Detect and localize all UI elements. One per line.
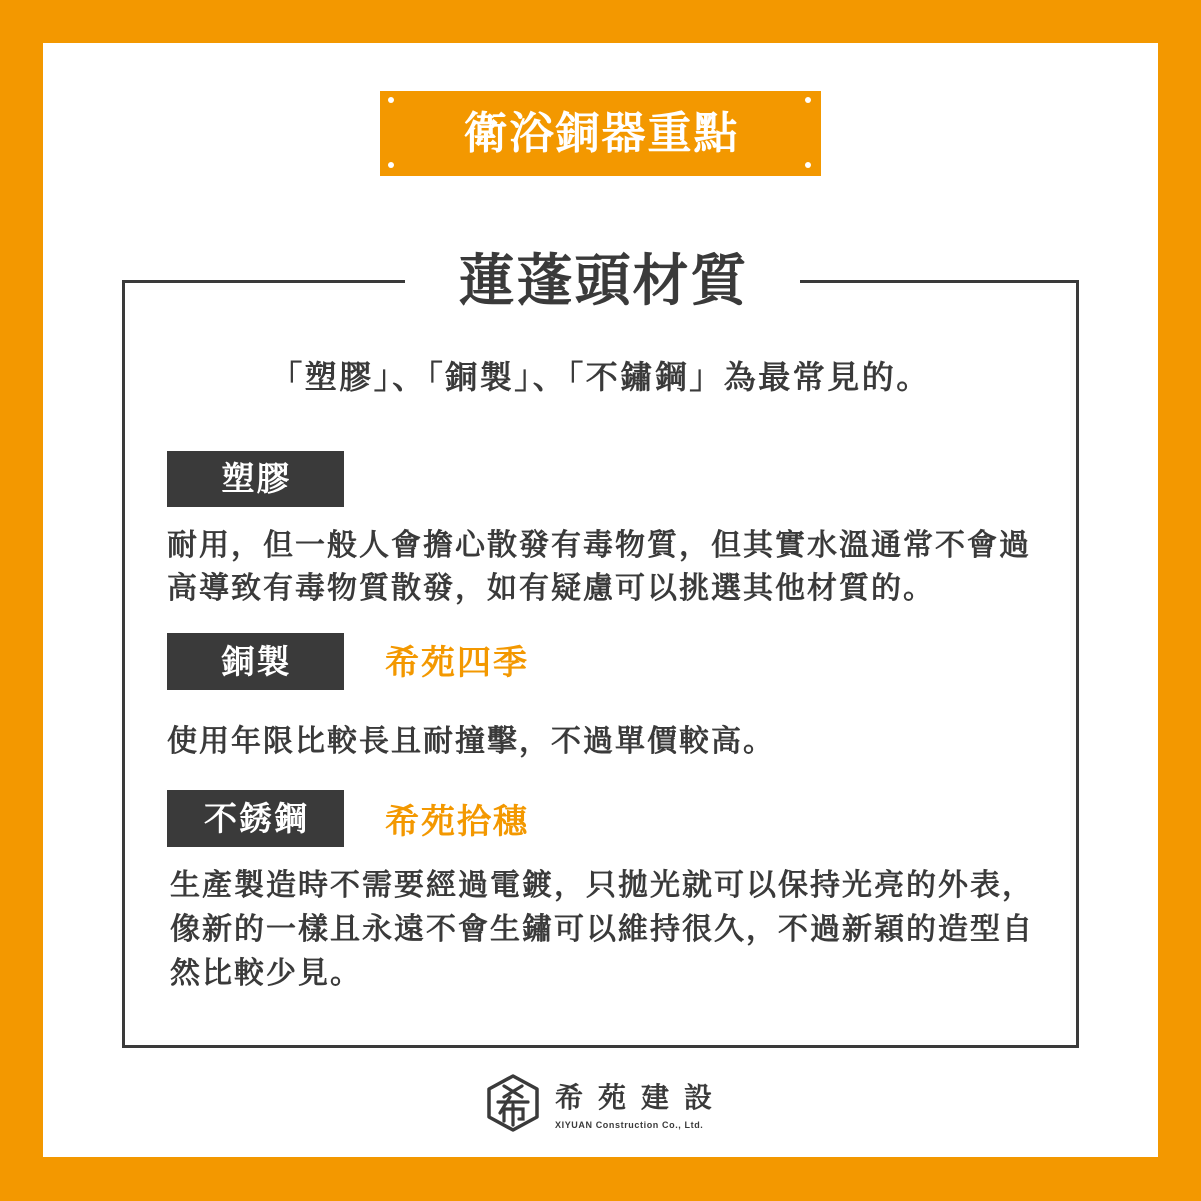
material-label-copper: 銅製 (167, 633, 344, 690)
header-banner (380, 91, 821, 176)
product-name-copper: 希苑四季 (385, 643, 529, 683)
banner-rivet-icon (805, 162, 811, 168)
description-line: 使用年限比較長且耐撞擊，不過單價較高。 (167, 724, 775, 759)
material-label-stainless-steel: 不銹鋼 (167, 790, 344, 847)
banner-title: 衛浴銅器重點 (463, 108, 740, 159)
banner-rivet-icon (805, 97, 811, 103)
description-line: 高導致有毒物質散發，如有疑慮可以挑選其他材質的。 (167, 571, 935, 606)
product-name-stainless-steel: 希苑拾穗 (385, 802, 529, 842)
material-description-copper (167, 720, 775, 763)
description-line: 耐用，但一般人會擔心散發有毒物質，但其實水溫通常不會過 (167, 528, 1031, 563)
company-subtitle: XIYUAN Construction Co., Ltd. (555, 1120, 704, 1130)
material-label-plastic: 塑膠 (167, 451, 344, 507)
material-description-plastic (167, 524, 1031, 610)
company-name: 希苑建設 (555, 1081, 728, 1114)
section-title: 蓮蓬頭材質 (405, 248, 800, 316)
description-line: 像新的一樣且永遠不會生鏽可以維持很久，不過新穎的造型自 (170, 912, 1034, 947)
intro-text: 「塑膠」、「銅製」、「不鏽鋼」為最常見的。 (270, 358, 931, 396)
banner-rivet-icon (388, 97, 394, 103)
banner-rivet-icon (388, 162, 394, 168)
description-line: 然比較少見。 (170, 956, 362, 991)
description-line: 生產製造時不需要經過電鍍，只拋光就可以保持光亮的外表， (170, 868, 1034, 903)
material-description-stainless-steel (170, 864, 1034, 996)
xiyuan-hexagon-logo-icon (485, 1074, 541, 1132)
